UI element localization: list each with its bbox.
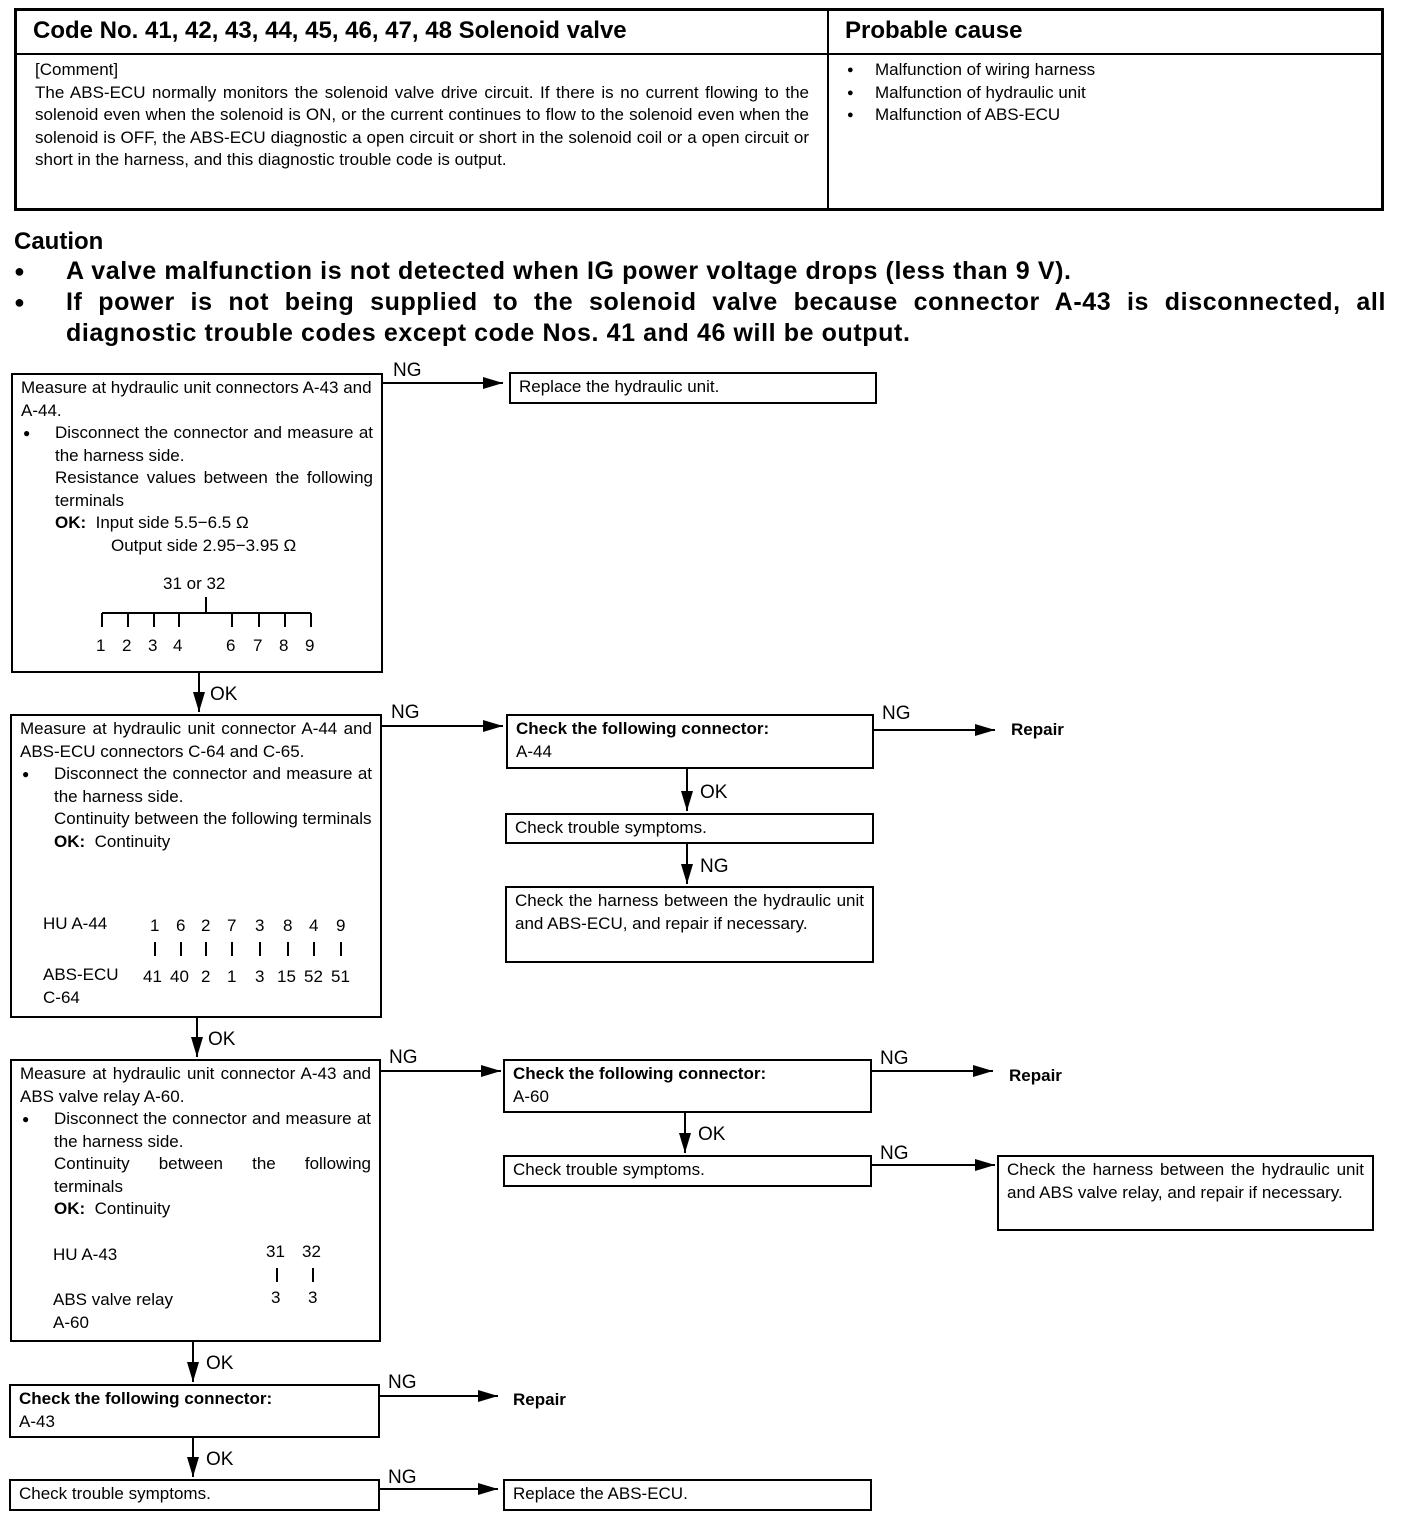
terminal-8: 8: [279, 636, 289, 655]
abs-ecu-label: ABS-ECU: [43, 965, 119, 984]
ecu-pin: 2: [201, 967, 211, 986]
ok-continuity: Continuity: [94, 831, 171, 851]
ok-output-side: Output side 2.95−3.95 Ω: [111, 535, 297, 555]
ng-label: NG: [391, 702, 420, 723]
ok-criteria-label: OK:: [54, 831, 86, 851]
hu-pin: 7: [227, 916, 237, 935]
comment-text: The ABS-ECU normally monitors the solenoid valve drive circuit. If there is no current flowing to the solenoid even when the solenoid is ON, or the current continues to flow to the solenoid even when the solenoid is OFF, the ABS-ECU diagnostic a open circuit or short in the solenoid coil or a open circuit or short in the harness, and this diagnostic trouble code is output.: [35, 82, 809, 169]
cause-item: ● Malfunction of ABS-ECU: [829, 104, 1363, 127]
caution-title: Caution: [14, 228, 104, 255]
caution-item: ● A valve malfunction is not detected when IG power voltage drops (less than 9 V).: [14, 256, 1386, 287]
hu-pin: 4: [309, 916, 319, 935]
step2-title: Measure at hydraulic unit connector A-44 and ABS-ECU connectors C-64 and C-65.: [20, 719, 372, 761]
replace-hydraulic-unit-box: Replace the hydraulic unit.: [509, 372, 877, 404]
step1-desc: Resistance values between the following terminals: [55, 468, 373, 510]
ok-label: OK: [206, 1449, 234, 1470]
check-connector-a44-box: [506, 714, 874, 769]
ok-label: OK: [208, 1029, 236, 1050]
hu-pin: 8: [283, 916, 293, 935]
connector-id: A-44: [516, 741, 552, 761]
ok-label: OK: [700, 782, 728, 803]
check-trouble-symptoms-box: Check trouble symptoms.: [505, 813, 874, 844]
abs-valve-relay-label: ABS valve relay: [53, 1290, 173, 1309]
ecu-pin: 15: [277, 967, 296, 986]
ecu-pin: 1: [227, 967, 237, 986]
comment-label: [Comment]: [35, 60, 119, 79]
caution-item: ● If power is not being supplied to the solenoid valve because connector A-43 is disconnected, all diagnostic trouble codes except code Nos. 41 and 46 will be output.: [14, 287, 1386, 349]
hu-pin: 32: [302, 1242, 321, 1261]
ok-label: OK: [206, 1353, 234, 1374]
code-title: Code No. 41, 42, 43, 44, 45, 46, 47, 48 Solenoid valve: [16, 10, 829, 55]
cause-item: ● Malfunction of hydraulic unit: [829, 82, 1363, 105]
connector-id: A-43: [19, 1411, 55, 1431]
ng-label: NG: [393, 360, 422, 381]
replace-abs-ecu-box: Replace the ABS-ECU.: [503, 1479, 872, 1511]
terminal-2: 2: [122, 636, 132, 655]
ng-label: NG: [389, 1047, 418, 1068]
terminal-6: 6: [226, 636, 236, 655]
ecu-pin: 3: [255, 967, 265, 986]
ng-label: NG: [700, 856, 729, 877]
check-harness-box: Check the harness between the hydraulic unit and ABS-ECU, and repair if necessary.: [505, 886, 874, 963]
step1-title: Measure at hydraulic unit connectors A-43 and A-44.: [21, 378, 372, 420]
cause-item: ● Malfunction of wiring harness: [829, 59, 1363, 82]
repair-label: Repair: [513, 1390, 566, 1409]
ng-label: NG: [880, 1048, 909, 1069]
step3-desc: Continuity between the following terminals: [54, 1154, 371, 1196]
ng-label: NG: [388, 1467, 417, 1488]
check-connector-title: Check the following connector:: [516, 719, 770, 738]
terminal-9: 9: [305, 636, 315, 655]
terminal-1: 1: [96, 636, 106, 655]
hu-pin: 31: [266, 1242, 285, 1261]
ecu-pin: 52: [304, 967, 323, 986]
cause-title: Probable cause: [828, 10, 1383, 55]
relay-pin: 3: [271, 1288, 281, 1307]
step3-bullet: ● Disconnect the connector and measure at the harness side.: [20, 1108, 371, 1153]
check-trouble-symptoms-box: Check trouble symptoms.: [503, 1155, 872, 1187]
step2-desc: Continuity between the following terminals: [54, 809, 372, 828]
check-connector-a43-box: [9, 1384, 380, 1438]
ecu-pin: 51: [331, 967, 350, 986]
ecu-pin: 41: [143, 967, 162, 986]
repair-label: Repair: [1011, 720, 1064, 739]
ok-criteria-label: OK:: [55, 513, 87, 532]
ng-label: NG: [880, 1143, 909, 1164]
terminal-3: 3: [148, 636, 158, 655]
ok-criteria-label: OK:: [54, 1199, 86, 1218]
hu-a43-label: HU A-43: [53, 1245, 118, 1264]
ok-label: OK: [698, 1124, 726, 1145]
ok-label: OK: [210, 684, 238, 705]
ng-label: NG: [388, 1372, 417, 1393]
hu-pin: 2: [201, 916, 211, 935]
terminal-4: 4: [173, 636, 183, 655]
common-terminal: 31 or 32: [163, 574, 226, 593]
c64-label: C-64: [43, 988, 80, 1007]
step2-bullet: ● Disconnect the connector and measure at the harness side.: [20, 763, 372, 808]
step1-box: [11, 373, 383, 673]
check-trouble-symptoms-box: Check trouble symptoms.: [9, 1479, 380, 1511]
hu-pin: 3: [255, 916, 265, 935]
hu-pin: 1: [150, 916, 160, 935]
a60-label: A-60: [53, 1313, 89, 1332]
repair-label: Repair: [1009, 1066, 1062, 1085]
terminal-7: 7: [253, 636, 263, 655]
hu-pin: 6: [176, 916, 186, 935]
step1-bullet: ● Disconnect the connector and measure at the harness side.: [21, 422, 373, 467]
hu-pin: 9: [336, 916, 346, 935]
relay-pin: 3: [308, 1288, 318, 1307]
check-harness-relay-box: Check the harness between the hydraulic unit and ABS valve relay, and repair if necessary.: [997, 1155, 1374, 1231]
check-connector-title: Check the following connector:: [513, 1064, 767, 1083]
ok-input-side: Input side 5.5−6.5 Ω: [95, 513, 249, 532]
ng-label: NG: [882, 703, 911, 724]
check-connector-a60-box: [503, 1059, 872, 1113]
hu-a44-label: HU A-44: [43, 914, 108, 933]
step3-title: Measure at hydraulic unit connector A-43 and ABS valve relay A-60.: [20, 1064, 371, 1106]
check-connector-title: Check the following connector:: [19, 1389, 273, 1408]
ok-continuity: Continuity: [94, 1199, 171, 1218]
ecu-pin: 40: [170, 967, 189, 986]
connector-id: A-60: [513, 1086, 549, 1106]
